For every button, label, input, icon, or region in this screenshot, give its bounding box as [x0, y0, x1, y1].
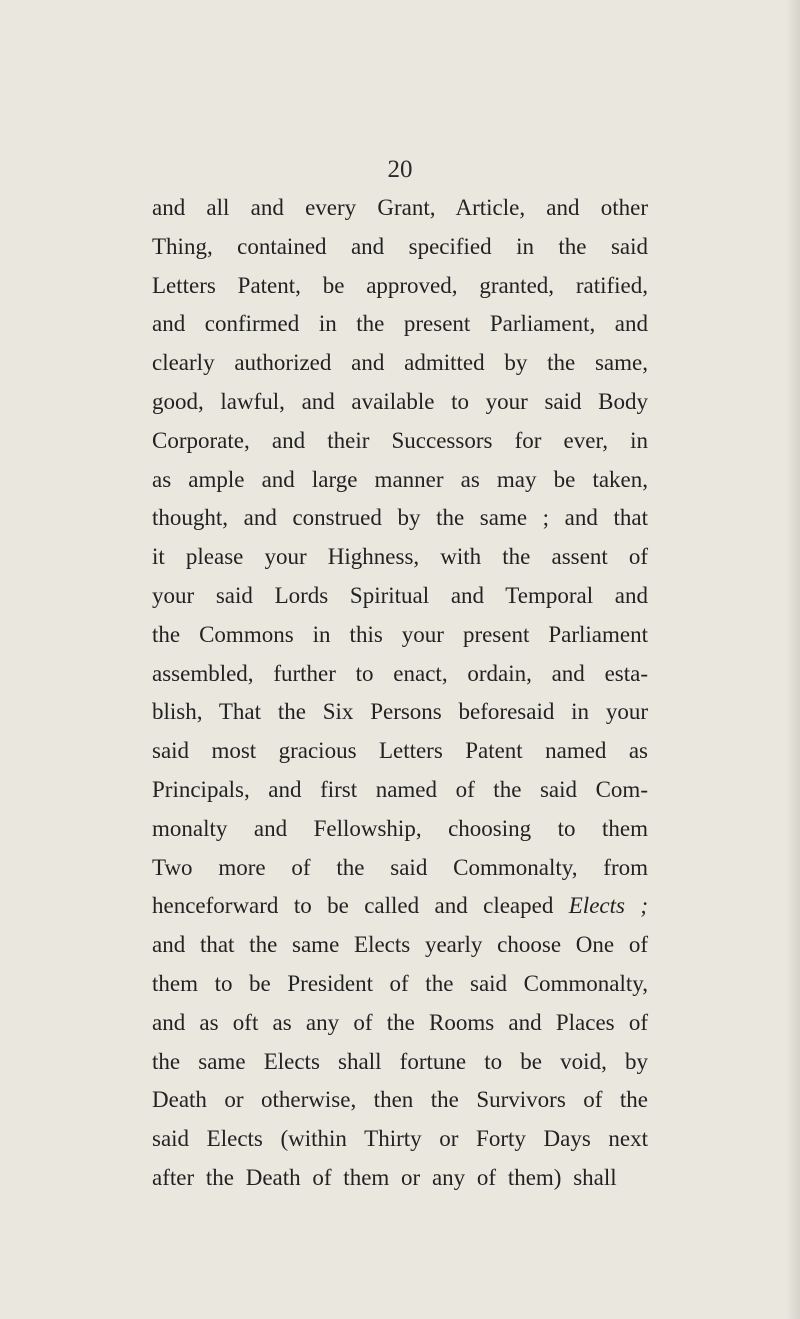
text-line-3: Letters Patent, be approved, granted, ratified,	[152, 272, 648, 298]
text-line-25: said Elects (within Thirty or Forty Days next	[152, 1126, 648, 1152]
text-line-17: monalty and Fellowship, choosing to them	[152, 815, 648, 841]
text-line-1: and all and every Grant, Article, and other	[152, 195, 648, 220]
text-line-11: your said Lords Spiritual and Temporal and	[152, 582, 648, 608]
text-line-4: and confirmed in the present Parliament, and	[152, 311, 648, 337]
text-line-9: thought, and construed by the same ; and that	[152, 505, 648, 531]
text-line-2: Thing, contained and specified in the said	[152, 233, 648, 259]
text-line-10: it please your Highness, with the assent of	[152, 544, 648, 570]
page-number: 20	[387, 156, 413, 183]
text-line-19	[152, 887, 648, 926]
text-line-26: after the Death of them or any of them) shall	[152, 1164, 617, 1190]
text-line-20: and that the same Elects yearly choose One of	[152, 932, 648, 958]
text-line-13: assembled, further to enact, ordain, and esta-	[152, 660, 648, 686]
text-line-23: the same Elects shall fortune to be void, by	[152, 1048, 648, 1074]
text-line-21: them to be President of the said Commonalty,	[152, 970, 648, 996]
text-line-18: Two more of the said Commonalty, from	[152, 854, 648, 880]
text-line-8: as ample and large manner as may be taken,	[152, 466, 648, 492]
body-text	[152, 189, 648, 1198]
text-line-5: clearly authorized and admitted by the same,	[152, 350, 648, 376]
text-line-22: and as oft as any of the Rooms and Places of	[152, 1009, 648, 1035]
text-line-24: Death or otherwise, then the Survivors of the	[152, 1087, 648, 1113]
text-line-7: Corporate, and their Successors for ever, in	[152, 427, 648, 453]
text-line-15: said most gracious Letters Patent named as	[152, 738, 648, 764]
text-line-6: good, lawful, and available to your said Body	[152, 388, 648, 414]
text-line-14: blish, That the Six Persons beforesaid in your	[152, 699, 648, 725]
text-line-12: the Commons in this your present Parliament	[152, 621, 648, 647]
italic-term: Elects ;	[568, 893, 649, 919]
text-line-16: Principals, and first named of the said Com-	[152, 776, 648, 802]
text-line-19-roman: henceforward to be called and cleaped	[152, 893, 569, 919]
